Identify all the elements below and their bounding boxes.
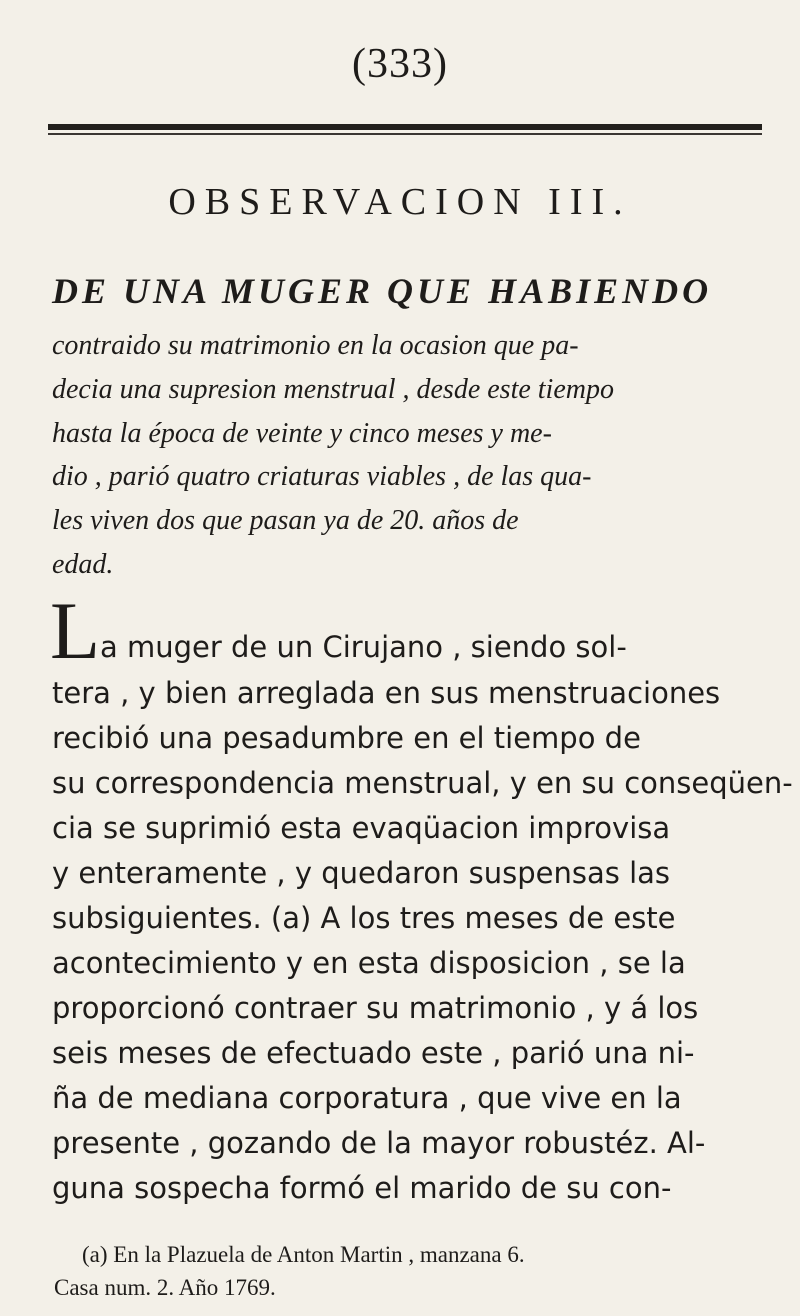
drop-cap: L — [50, 585, 101, 676]
subtitle-line: les viven dos que pasan ya de 20. años de — [52, 505, 519, 536]
body-line: presente , gozando de la mayor robustéz. Al- — [52, 1126, 706, 1160]
subtitle-line: edad. — [52, 549, 114, 580]
header-rule-thin — [48, 133, 762, 135]
section-heading: OBSERVACION III. — [168, 181, 632, 223]
body-line: proporcionó contraer su matrimonio , y á los — [52, 991, 699, 1025]
subtitle-line: hasta la época de veinte y cinco meses y me- — [52, 418, 552, 449]
body-line: su correspondencia menstrual, y en su conseqüen- — [52, 766, 793, 800]
subtitle-line: dio , parió quatro criaturas viables , de las qua- — [52, 461, 592, 492]
subtitle-line: contraido su matrimonio en la ocasion que pa- — [52, 330, 579, 361]
body-line: cia se suprimió esta evaqüacion improvisa — [52, 811, 671, 845]
subtitle-head: DE UNA MUGER QUE HABIENDO — [52, 271, 713, 311]
body-line: ña de mediana corporatura , que vive en la — [52, 1081, 682, 1115]
body-line: subsiguientes. (a) A los tres meses de este — [52, 901, 676, 935]
header-rule-thick — [48, 124, 762, 130]
body-line: a muger de un Cirujano , siendo sol- — [100, 630, 627, 664]
body-line: recibió una pesadumbre en el tiempo de — [52, 721, 641, 755]
subtitle-line: decia una supresion menstrual , desde este tiempo — [52, 374, 614, 405]
body-line: tera , y bien arreglada en sus menstruaciones — [52, 676, 721, 710]
body-line: acontecimiento y en esta disposicion , se la — [52, 946, 686, 980]
footnote-line: Casa num. 2. Año 1769. — [54, 1275, 276, 1300]
body-line: y enteramente , y quedaron suspensas las — [52, 856, 671, 890]
body-line: seis meses de efectuado este , parió una ni- — [52, 1036, 695, 1070]
page-number: (333) — [352, 41, 448, 87]
body-line: guna sospecha formó el marido de su con- — [52, 1171, 672, 1205]
footnote-line: (a) En la Plazuela de Anton Martin , manzana 6. — [82, 1242, 525, 1267]
